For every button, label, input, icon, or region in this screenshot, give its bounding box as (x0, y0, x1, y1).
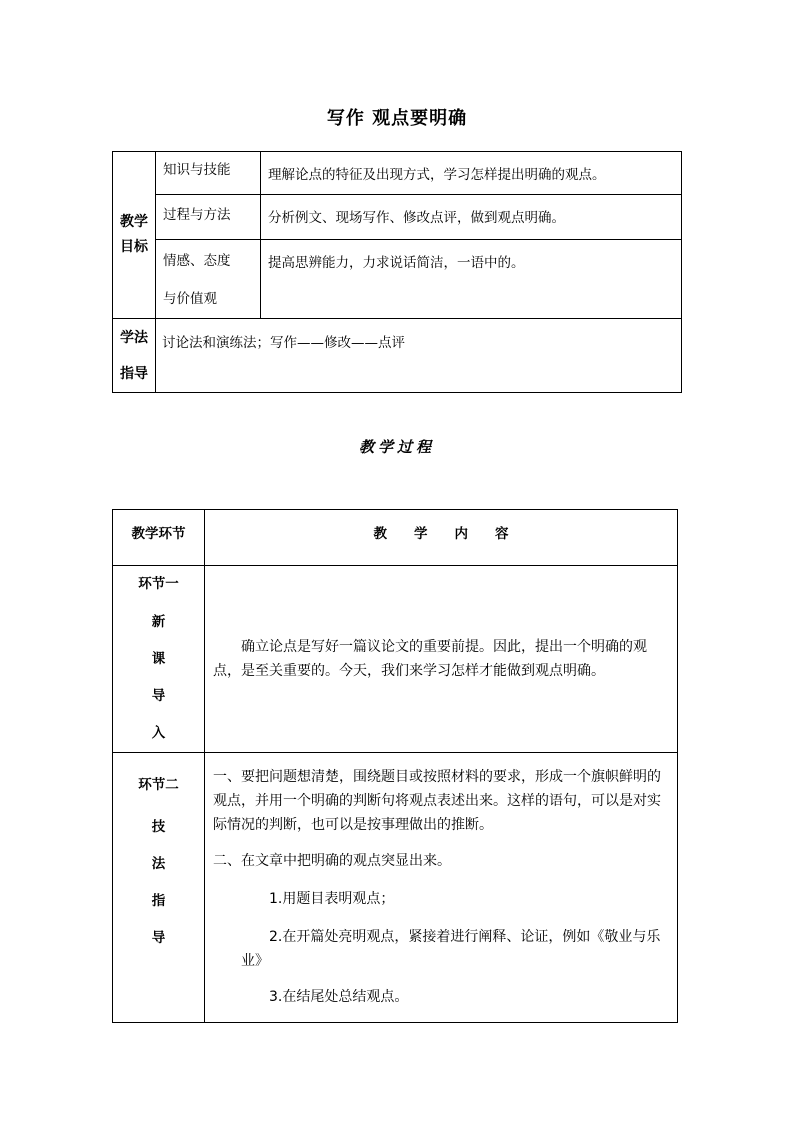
stage2-content-cell (205, 753, 678, 1023)
stage2-paragraph-4: 2.在开篇处亮明观点，紧接着进行阐释、论证，例如《敬业与乐业》 (241, 929, 661, 969)
stage2-char: 指 (151, 893, 166, 909)
process-method-value: 分析例文、现场写作、修改点评，做到观点明确。 (261, 195, 682, 240)
stage2-char: 技 (151, 819, 166, 835)
page-title: 写作 观点要明确 (326, 108, 468, 129)
method-side-label-1: 学法 (120, 329, 148, 346)
header-stage: 教学环节 (113, 510, 205, 566)
attitude-label-1: 情感、态度 (163, 253, 231, 269)
process-method-label: 过程与方法 (156, 195, 261, 240)
stage1-char: 课 (151, 651, 166, 667)
stage2-paragraph-1: 一、要把问题想清楚，围绕题目或按照材料的要求，形成一个旗帜鲜明的观点，并用一个明确的判断句将观点表述出来。这样的语句，可以是对实际情况的判断，也可以是按事理做出的推断。 (213, 769, 661, 833)
stage1-content: 确立论点是写好一篇议论文的重要前提。因此，提出一个明确的观点，是至关重要的。今天，我们来学习怎样才能做到观点明确。 (213, 639, 647, 679)
stage1-char: 导 (151, 688, 166, 704)
stage1-char: 入 (151, 725, 166, 741)
objectives-side-label (113, 152, 156, 319)
stage1-char: 新 (151, 614, 166, 630)
method-value: 讨论法和演练法；写作——修改——点评 (156, 319, 682, 393)
attitude-label (156, 240, 261, 319)
stage2-cell (113, 753, 205, 1023)
stage2-name: 环节二 (138, 777, 179, 793)
stage2-paragraph-3: 1.用题目表明观点； (269, 891, 395, 907)
header-content: 教 学 内 容 (205, 510, 678, 566)
stage1-content-cell (205, 566, 678, 753)
stage2-char: 法 (151, 856, 166, 872)
knowledge-label: 知识与技能 (156, 152, 261, 195)
process-table (112, 509, 678, 1023)
stage2-paragraph-5: 3.在结尾处总结观点。 (269, 989, 409, 1005)
attitude-label-2: 与价值观 (163, 291, 217, 307)
stage2-char: 导 (151, 930, 166, 946)
attitude-value: 提高思辨能力，力求说话简洁，一语中的。 (261, 240, 682, 319)
objectives-side-label-2: 目标 (120, 239, 148, 255)
stage1-cell (113, 566, 205, 753)
method-side-label (113, 319, 156, 393)
process-title: 教学过程 (358, 438, 435, 456)
knowledge-value: 理解论点的特征及出现方式，学习怎样提出明确的观点。 (261, 152, 682, 195)
objectives-table (112, 151, 682, 393)
stage1-name: 环节一 (138, 576, 179, 592)
objectives-side-label-1: 教学 (120, 214, 148, 230)
stage2-paragraph-2: 二、在文章中把明确的观点突显出来。 (213, 853, 451, 869)
method-side-label-2: 指导 (120, 365, 148, 382)
